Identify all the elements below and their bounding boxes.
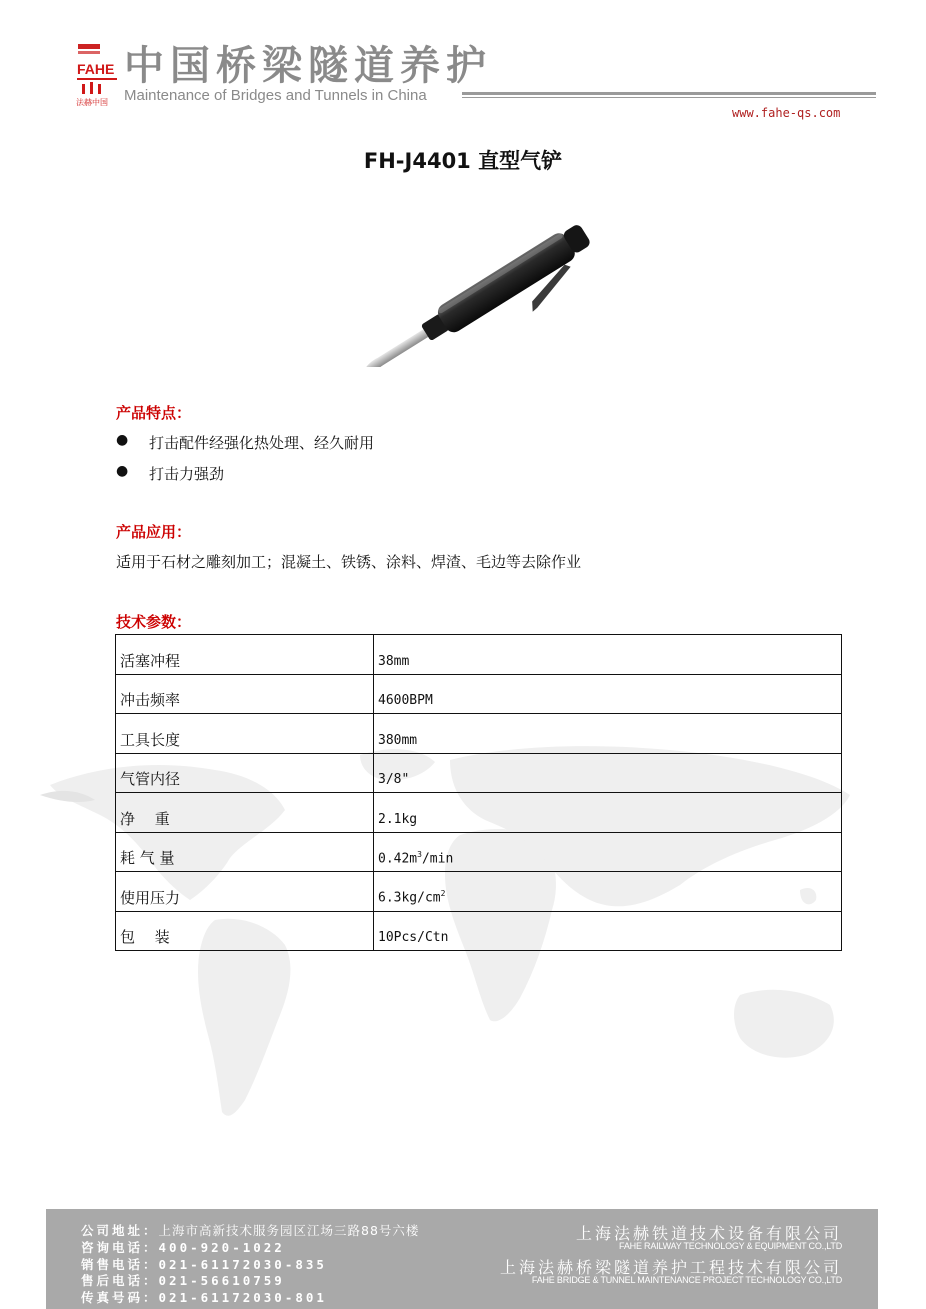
footer-fax-label: 传真号码：	[81, 1290, 159, 1305]
spec-key: 耗 气 量	[116, 832, 374, 872]
footer-consult	[81, 1240, 285, 1256]
spec-value-base: 0.42m	[378, 851, 418, 866]
spec-key: 活塞冲程	[116, 635, 374, 675]
spec-key: 包 装	[116, 911, 374, 951]
spec-key: 冲击频率	[116, 674, 374, 714]
spec-value-suffix: /min	[421, 851, 454, 866]
brand-name-en: Maintenance of Bridges and Tunnels in China	[124, 87, 427, 104]
table-row	[116, 911, 842, 951]
product-title: FH-J4401 直型气铲	[363, 149, 563, 173]
company-2-name-en: FAHE BRIDGE & TUNNEL MAINTENANCE PROJECT TECHNOLOGY CO.,LTD	[531, 1275, 842, 1285]
spec-value: 3/8"	[374, 753, 842, 793]
table-row	[116, 674, 842, 714]
footer-fax-value: 021-61172030-801	[158, 1290, 327, 1305]
air-chisel-image	[335, 212, 620, 367]
feature-item: 打击力强劲	[149, 465, 225, 483]
spec-value: 2.1kg	[374, 793, 842, 833]
feature-item: 打击配件经强化热处理、经久耐用	[149, 434, 375, 452]
footer-aftersales	[81, 1273, 285, 1289]
bullet-dot: ●	[116, 463, 129, 479]
table-row	[116, 793, 842, 833]
spec-value	[374, 832, 842, 872]
spec-value: 380mm	[374, 714, 842, 754]
footer-address-value: 上海市高新技术服务园区江场三路88号六楼	[158, 1223, 420, 1238]
table-row	[116, 753, 842, 793]
footer-sales-value: 021-61172030-835	[158, 1257, 327, 1272]
footer-sales-label: 销售电话：	[81, 1257, 159, 1272]
spec-value-base: 6.3kg/cm	[378, 890, 441, 906]
specs-heading: 技术参数：	[116, 613, 192, 631]
spec-key: 工具长度	[116, 714, 374, 754]
features-heading: 产品特点：	[116, 404, 192, 422]
applications-heading: 产品应用：	[116, 523, 192, 541]
company-1-name-cn: 上海法赫铁道技术设备有限公司	[575, 1224, 842, 1243]
spec-value	[374, 872, 842, 912]
spec-value: 4600BPM	[374, 674, 842, 714]
spec-value: 38mm	[374, 635, 842, 675]
footer	[46, 1209, 878, 1309]
footer-sales	[81, 1257, 327, 1273]
brand-name-cn: 中国桥梁隧道养护	[124, 43, 492, 89]
table-row	[116, 635, 842, 675]
spec-key: 气管内径	[116, 753, 374, 793]
footer-aftersales-label: 售后电话：	[81, 1273, 159, 1288]
table-row	[116, 714, 842, 754]
footer-consult-value: 400-920-1022	[158, 1240, 285, 1255]
fahe-logo	[76, 44, 120, 106]
spec-value-exponent: 3	[417, 849, 422, 859]
footer-fax	[81, 1290, 327, 1306]
header-rule	[462, 92, 876, 95]
footer-address	[81, 1223, 419, 1239]
footer-address-label: 公司地址：	[81, 1223, 159, 1238]
footer-aftersales-value: 021-56610759	[158, 1273, 285, 1288]
spec-value: 10Pcs/Ctn	[374, 911, 842, 951]
table-row	[116, 872, 842, 912]
company-1-name-en: FAHE RAILWAY TECHNOLOGY & EQUIPMENT CO.,LTD	[619, 1241, 842, 1251]
spec-table	[115, 634, 842, 951]
bullet-dot: ●	[116, 432, 129, 448]
svg-text:法赫中国: 法赫中国	[76, 98, 108, 106]
spec-key: 使用压力	[116, 872, 374, 912]
footer-consult-label: 咨询电话：	[81, 1240, 159, 1255]
applications-text: 适用于石材之雕刻加工；混凝土、铁锈、涂料、焊渣、毛边等去除作业	[116, 553, 582, 571]
header-rule-thin	[462, 97, 876, 98]
website-url[interactable]: www.fahe-qs.com	[732, 106, 841, 120]
spec-value-exponent: 2	[440, 889, 446, 899]
spec-key: 净 重	[116, 793, 374, 833]
svg-text:FAHE: FAHE	[77, 61, 115, 77]
company-2-name-cn: 上海法赫桥梁隧道养护工程技术有限公司	[499, 1258, 842, 1277]
table-row	[116, 832, 842, 872]
